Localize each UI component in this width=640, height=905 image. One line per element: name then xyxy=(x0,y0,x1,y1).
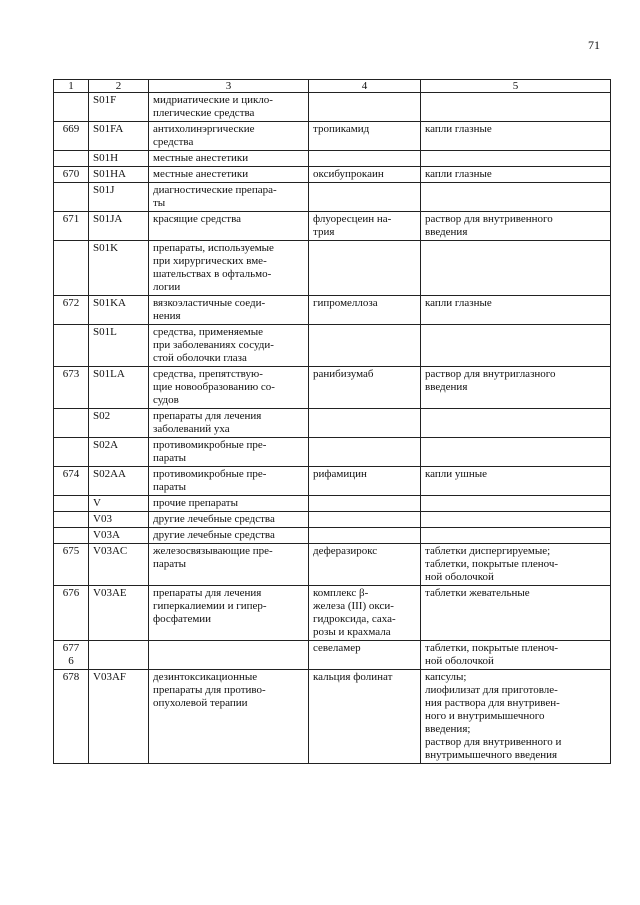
drug-name-cell: севеламер xyxy=(309,641,421,670)
atc-code-cell: S02AA xyxy=(89,467,149,496)
drug-table xyxy=(53,79,611,764)
drug-name-cell: оксибупрокаин xyxy=(309,167,421,183)
row-number-cell xyxy=(54,325,89,367)
atc-code-cell: S01F xyxy=(89,93,149,122)
table-row xyxy=(54,544,611,586)
pharmacological-group-cell: средства, препятствую- щие новообразованию со- судов xyxy=(149,367,309,409)
table-row xyxy=(54,212,611,241)
pharmacological-group-cell: другие лечебные средства xyxy=(149,528,309,544)
pharmacological-group-cell: другие лечебные средства xyxy=(149,512,309,528)
dosage-form-cell xyxy=(421,183,611,212)
dosage-form-cell: таблетки жевательные xyxy=(421,586,611,641)
dosage-form-cell xyxy=(421,512,611,528)
pharmacological-group-cell: противомикробные пре- параты xyxy=(149,467,309,496)
atc-code-cell: V03 xyxy=(89,512,149,528)
pharmacological-group-cell: прочие препараты xyxy=(149,496,309,512)
pharmacological-group-cell: препараты для лечения гиперкалиемии и гипер- фосфатемии xyxy=(149,586,309,641)
pharmacological-group-cell: противомикробные пре- параты xyxy=(149,438,309,467)
dosage-form-cell: капли глазные xyxy=(421,167,611,183)
header-cell-1: 1 xyxy=(54,80,89,93)
header-cell-3: 3 xyxy=(149,80,309,93)
row-number-cell: 670 xyxy=(54,167,89,183)
row-number-cell: 669 xyxy=(54,122,89,151)
pharmacological-group-cell: дезинтоксикационные препараты для противо- опухолевой терапии xyxy=(149,670,309,764)
row-number-cell xyxy=(54,409,89,438)
drug-name-cell: гипромеллоза xyxy=(309,296,421,325)
pharmacological-group-cell: вязкоэластичные соеди- нения xyxy=(149,296,309,325)
drug-name-cell xyxy=(309,93,421,122)
row-number-cell xyxy=(54,528,89,544)
drug-name-cell xyxy=(309,512,421,528)
drug-name-cell xyxy=(309,325,421,367)
header-row xyxy=(54,80,611,93)
table-row xyxy=(54,325,611,367)
drug-name-cell xyxy=(309,183,421,212)
pharmacological-group-cell: антихолинэргические средства xyxy=(149,122,309,151)
dosage-form-cell xyxy=(421,496,611,512)
drug-name-cell xyxy=(309,241,421,296)
row-number-cell xyxy=(54,438,89,467)
atc-code-cell: S01L xyxy=(89,325,149,367)
pharmacological-group-cell xyxy=(149,641,309,670)
drug-name-cell xyxy=(309,151,421,167)
page-number: 71 xyxy=(588,38,600,52)
row-number-cell xyxy=(54,496,89,512)
row-number-cell: 671 xyxy=(54,212,89,241)
atc-code-cell: S01LA xyxy=(89,367,149,409)
row-number-cell xyxy=(54,151,89,167)
atc-code-cell: S01K xyxy=(89,241,149,296)
table-body xyxy=(54,93,611,764)
dosage-form-cell: капсулы; лиофилизат для приготовле- ния раствора для внутривен- ного и внутримышечного введения; раствор для внутривенного и внутримышечного введения xyxy=(421,670,611,764)
table-row xyxy=(54,438,611,467)
row-number-cell: 674 xyxy=(54,467,89,496)
drug-name-cell xyxy=(309,438,421,467)
pharmacological-group-cell: мидриатические и цикло- плегические средства xyxy=(149,93,309,122)
table-row xyxy=(54,241,611,296)
dosage-form-cell xyxy=(421,325,611,367)
atc-code-cell: S02 xyxy=(89,409,149,438)
row-number-cell: 676 xyxy=(54,586,89,641)
table-row xyxy=(54,496,611,512)
drug-name-cell xyxy=(309,496,421,512)
table-row xyxy=(54,296,611,325)
atc-code-cell: S01HA xyxy=(89,167,149,183)
atc-code-cell xyxy=(89,641,149,670)
atc-code-cell: S01H xyxy=(89,151,149,167)
table-row xyxy=(54,183,611,212)
atc-code-cell: S02A xyxy=(89,438,149,467)
dosage-form-cell: таблетки, покрытые пленоч- ной оболочкой xyxy=(421,641,611,670)
pharmacological-group-cell: препараты, используемые при хирургических вме- шательствах в офтальмо- логии xyxy=(149,241,309,296)
table-row xyxy=(54,151,611,167)
table-row xyxy=(54,670,611,764)
row-number-cell xyxy=(54,241,89,296)
row-number-cell xyxy=(54,93,89,122)
atc-code-cell: V03AC xyxy=(89,544,149,586)
atc-code-cell: V xyxy=(89,496,149,512)
drug-name-cell xyxy=(309,528,421,544)
atc-code-cell: S01KA xyxy=(89,296,149,325)
table-row xyxy=(54,409,611,438)
table-row xyxy=(54,467,611,496)
atc-code-cell: V03AE xyxy=(89,586,149,641)
pharmacological-group-cell: местные анестетики xyxy=(149,167,309,183)
pharmacological-group-cell: диагностические препара- ты xyxy=(149,183,309,212)
dosage-form-cell: капли ушные xyxy=(421,467,611,496)
row-number-cell: 677 6 xyxy=(54,641,89,670)
table-row xyxy=(54,367,611,409)
dosage-form-cell xyxy=(421,93,611,122)
drug-name-cell: тропикамид xyxy=(309,122,421,151)
row-number-cell: 672 xyxy=(54,296,89,325)
header-cell-2: 2 xyxy=(89,80,149,93)
atc-code-cell: V03AF xyxy=(89,670,149,764)
dosage-form-cell: капли глазные xyxy=(421,296,611,325)
table-row xyxy=(54,586,611,641)
dosage-form-cell: таблетки диспергируемые; таблетки, покрытые пленоч- ной оболочкой xyxy=(421,544,611,586)
dosage-form-cell xyxy=(421,438,611,467)
dosage-form-cell: раствор для внутривенного введения xyxy=(421,212,611,241)
table-row xyxy=(54,167,611,183)
drug-name-cell: кальция фолинат xyxy=(309,670,421,764)
atc-code-cell: S01J xyxy=(89,183,149,212)
atc-code-cell: S01JA xyxy=(89,212,149,241)
dosage-form-cell xyxy=(421,528,611,544)
drug-name-cell: ранибизумаб xyxy=(309,367,421,409)
pharmacological-group-cell: препараты для лечения заболеваний уха xyxy=(149,409,309,438)
pharmacological-group-cell: красящие средства xyxy=(149,212,309,241)
table-row xyxy=(54,122,611,151)
drug-name-cell: комплекс β- железа (III) окси- гидроксида, саха- розы и крахмала xyxy=(309,586,421,641)
pharmacological-group-cell: средства, применяемые при заболеваниях сосуди- стой оболочки глаза xyxy=(149,325,309,367)
table-row xyxy=(54,93,611,122)
drug-name-cell: флуоресцеин на- трия xyxy=(309,212,421,241)
header-cell-5: 5 xyxy=(421,80,611,93)
pharmacological-group-cell: железосвязывающие пре- параты xyxy=(149,544,309,586)
table-row xyxy=(54,641,611,670)
table-row xyxy=(54,512,611,528)
header-cell-4: 4 xyxy=(309,80,421,93)
row-number-cell: 678 xyxy=(54,670,89,764)
dosage-form-cell xyxy=(421,409,611,438)
row-number-cell: 675 xyxy=(54,544,89,586)
drug-name-cell xyxy=(309,409,421,438)
atc-code-cell: V03A xyxy=(89,528,149,544)
drug-name-cell: рифамицин xyxy=(309,467,421,496)
dosage-form-cell: капли глазные xyxy=(421,122,611,151)
row-number-cell: 673 xyxy=(54,367,89,409)
row-number-cell xyxy=(54,183,89,212)
pharmacological-group-cell: местные анестетики xyxy=(149,151,309,167)
atc-code-cell: S01FA xyxy=(89,122,149,151)
table-row xyxy=(54,528,611,544)
row-number-cell xyxy=(54,512,89,528)
dosage-form-cell: раствор для внутриглазного введения xyxy=(421,367,611,409)
drug-name-cell: деферазирокс xyxy=(309,544,421,586)
dosage-form-cell xyxy=(421,241,611,296)
dosage-form-cell xyxy=(421,151,611,167)
